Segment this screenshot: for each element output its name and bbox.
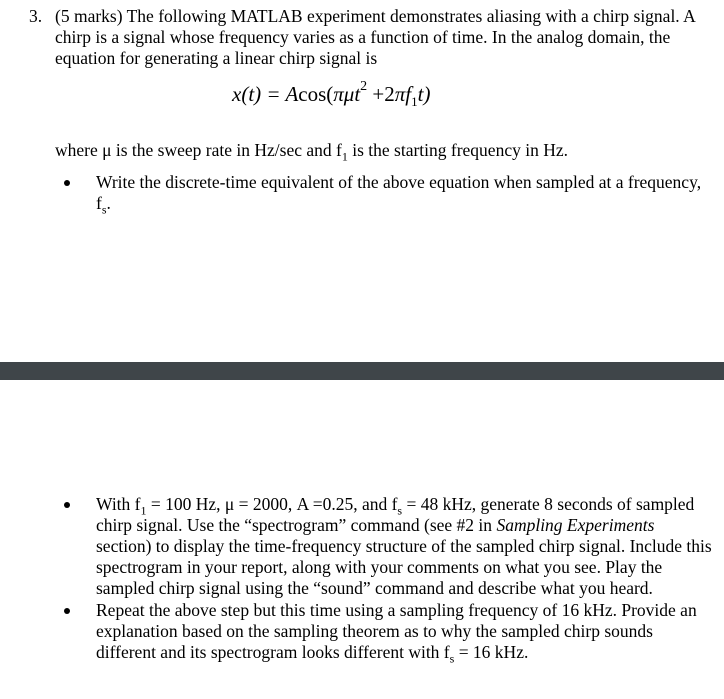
chirp-equation <box>232 79 431 110</box>
equation-amplitude: A <box>285 82 299 106</box>
where-part2: is the starting frequency in Hz. <box>347 140 568 160</box>
bullet-icon <box>64 180 70 186</box>
equation-term1: πμt <box>333 82 361 106</box>
question-bottom-panel <box>0 380 724 699</box>
bullet2-sub1: 1 <box>140 503 147 518</box>
where-subscript: 1 <box>341 149 348 164</box>
bullet1-end: . <box>106 193 111 213</box>
equation-term2: πf <box>394 82 412 106</box>
equation-plus: +2 <box>367 82 395 106</box>
bullet2-italic: Sampling Experiments <box>496 515 655 535</box>
bullet3-subscript: s <box>449 651 455 666</box>
page-divider <box>0 362 724 380</box>
where-part1: where μ is the sweep rate in Hz/sec and f <box>55 140 342 160</box>
bullet-icon <box>64 502 70 508</box>
bullet3-p2: = 16 kHz. <box>454 642 529 662</box>
equation-function: cos( <box>298 82 334 106</box>
list-item <box>0 494 724 599</box>
question-intro: (5 marks) The following MATLAB experiment demonstrates aliasing with a chirp signal. A chirp is a signal whose frequency varies as a function of time. In the analog domain, the equation for generating a linear chirp signal is <box>55 6 695 68</box>
where-line <box>55 140 715 164</box>
list-item <box>0 600 724 666</box>
bullet2-p4: section) to display the time-frequency structure of the sampled chirp signal. Include this spectrogram in your report, along with your comments on what you see. Play the sampled chirp signal using the “sound” command and describe what you heard. <box>96 536 712 598</box>
bullet2-p2: = 100 Hz, μ = 2000, A =0.25, and f <box>146 494 398 514</box>
equation-lhs: x(t) = <box>232 82 286 106</box>
bullet1-text: Write the discrete-time equivalent of the above equation when sampled at a frequency, f <box>96 172 702 213</box>
bullet2-sub2: s <box>397 503 403 518</box>
question-number: 3. <box>29 6 43 26</box>
list-item <box>0 172 724 217</box>
bullet-list-bottom <box>0 494 724 664</box>
bullet-icon <box>64 608 70 614</box>
bullet3-p1: Repeat the above step but this time using a sampling frequency of 16 kHz. Provide an explanation based on the sampling theorem as to why the sampled chirp sounds different and its spectrogram looks different with f <box>96 600 697 662</box>
bullet2-p3: = 48 kHz, generate 8 seconds of sampled chirp signal. Use the “spectrogram” command (see #2 in <box>96 494 695 535</box>
bullet1-subscript: s <box>101 202 107 217</box>
bullet-list-top <box>0 172 724 217</box>
bullet2-p1: With f <box>96 494 141 514</box>
equation-subscript: 1 <box>411 94 418 110</box>
equation-tail: t) <box>417 82 431 106</box>
equation-exponent: 2 <box>360 79 368 94</box>
